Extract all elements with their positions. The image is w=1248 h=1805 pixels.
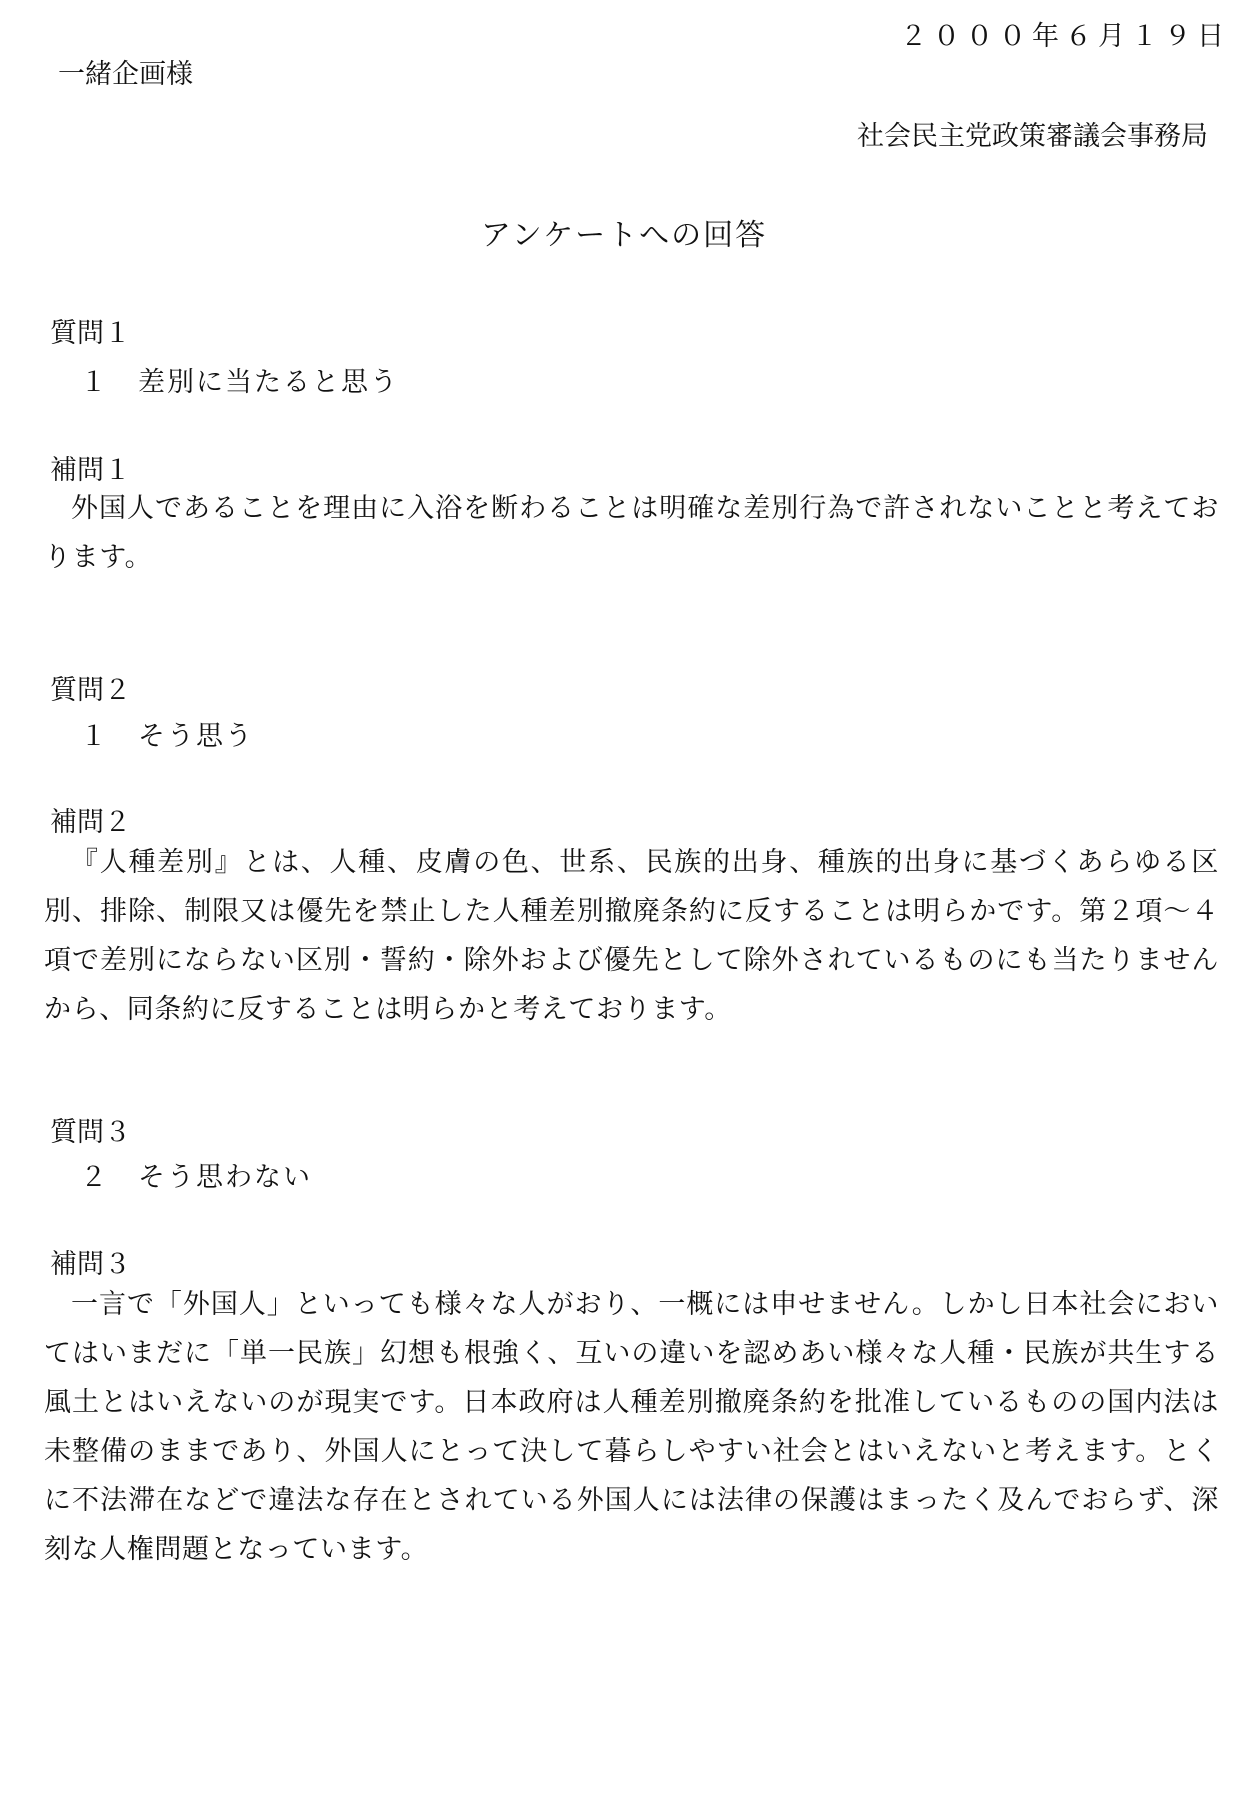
question-3-answer: ２ そう思わない	[80, 1162, 312, 1193]
addressee: 一緒企画様	[58, 59, 193, 90]
question-1-label: 質問１	[50, 318, 131, 349]
question-2-answer: １ そう思う	[80, 721, 254, 752]
subquestion-1-label: 補問１	[50, 455, 131, 486]
subquestion-3-label: 補問３	[50, 1249, 131, 1280]
question-1-answer: １ 差別に当たると思う	[80, 367, 399, 398]
question-2-label: 質問２	[50, 675, 131, 706]
sender-organization: 社会民主党政策審議会事務局	[857, 121, 1208, 152]
subquestion-3-answer: 一言で「外国人」といっても様々な人がおり、一概には申せません。しかし日本社会においてはいまだに「単一民族」幻想も根強く、互いの違いを認めあい様々な人種・民族が共生する風土とはいえないのが現実です。日本政府は人種差別撤廃条約を批准しているものの国内法は未整備のままであり、外国人にとって決して暮らしやすい社会とはいえないと考えます。とくに不法滞在などで違法な存在とされている外国人には法律の保護はまったく及んでおらず、深刻な人権問題となっています。	[44, 1289, 1219, 1565]
subquestion-1-answer: 外国人であることを理由に入浴を断わることは明確な差別行為で許されないことと考えております。	[44, 493, 1219, 573]
document-date: ２０００年６月１９日	[900, 21, 1230, 52]
question-3-label: 質問３	[50, 1117, 131, 1148]
subquestion-2-answer: 『人種差別』とは、人種、皮膚の色、世系、民族的出身、種族的出身に基づくあらゆる区別、排除、制限又は優先を禁止した人種差別撤廃条約に反することは明らかです。第２項～４項で差別にならない区別・誓約・除外および優先として除外されているものにも当たりませんから、同条約に反することは明らかと考えております。	[44, 847, 1219, 1025]
subquestion-2-label: 補問２	[50, 807, 131, 838]
document-title: アンケートへの回答	[480, 218, 768, 253]
